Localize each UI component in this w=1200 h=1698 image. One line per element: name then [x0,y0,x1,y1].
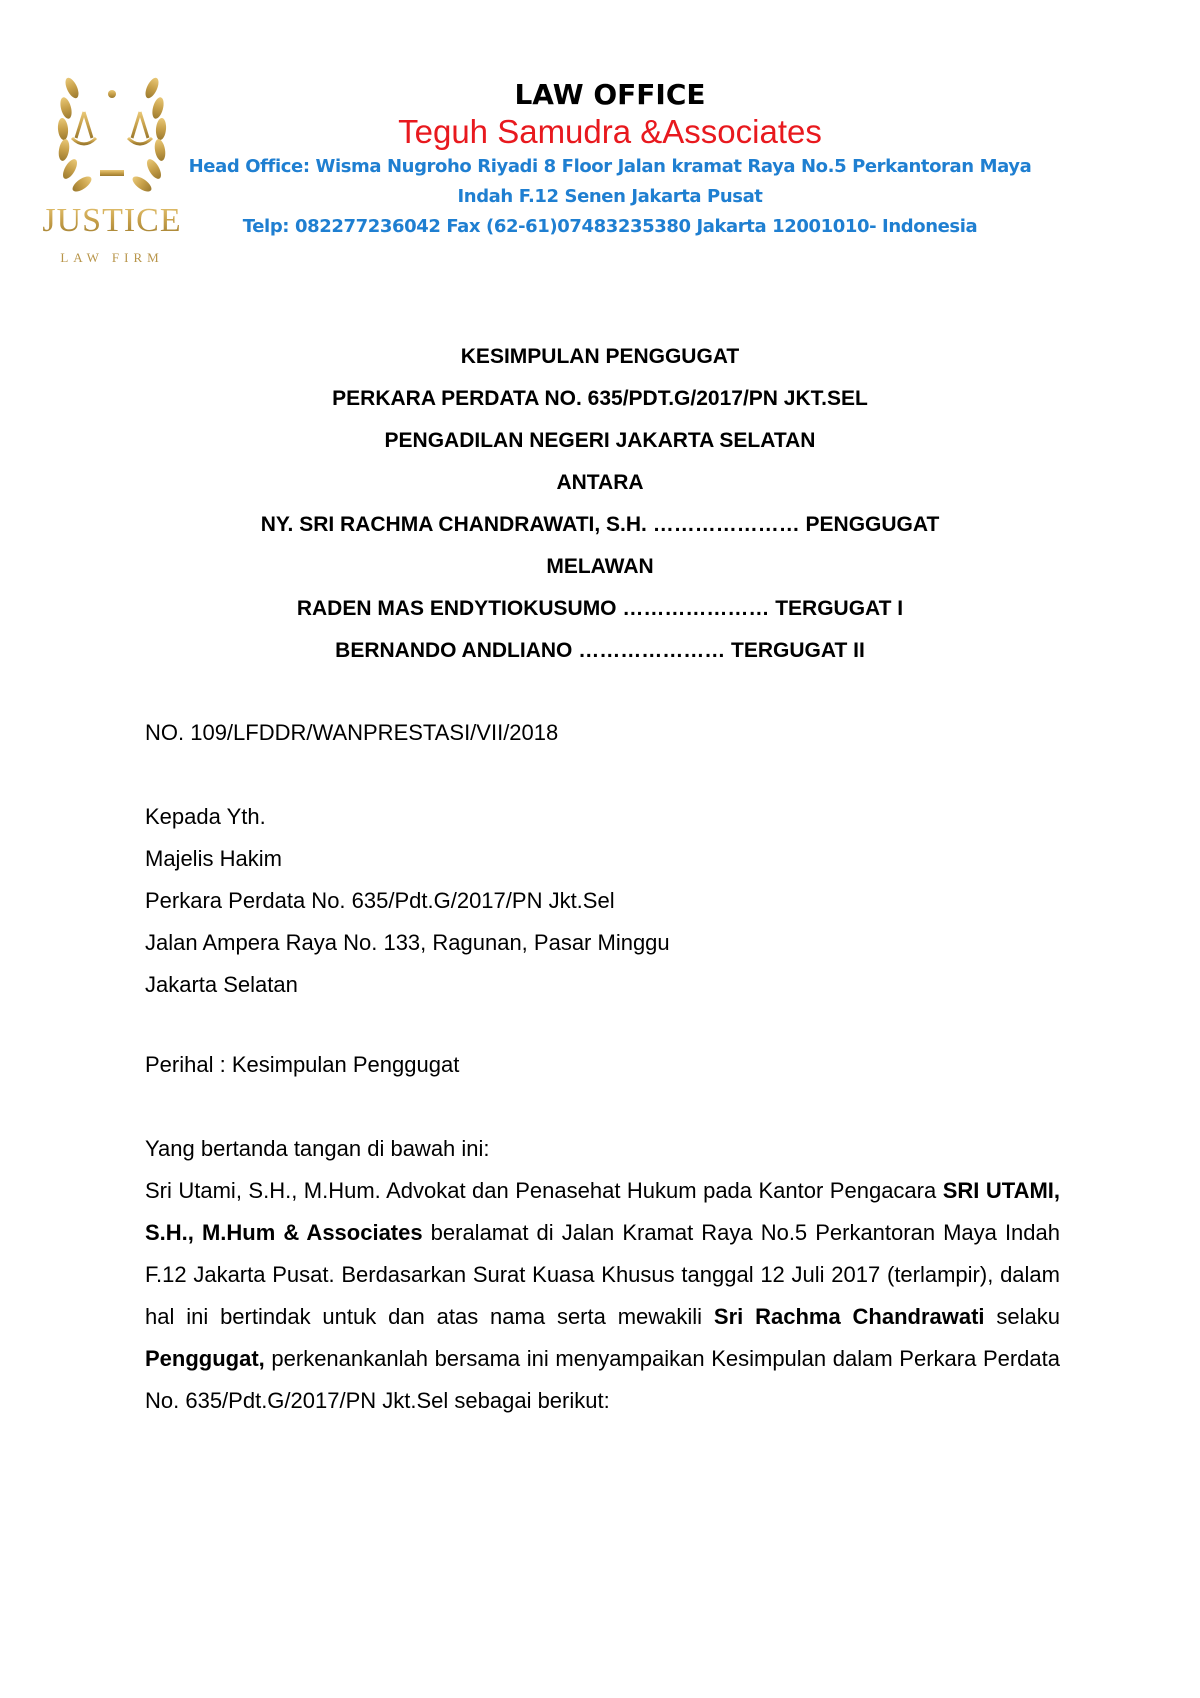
firm-name: Teguh Samudra &Associates [398,113,822,150]
office-title: LAW OFFICE [514,78,706,111]
recipient-block [145,796,1060,1006]
subject-line: Perihal : Kesimpulan Penggugat [145,1052,460,1077]
logo-tagline-text: LAW FIRM [60,250,164,265]
body-section [145,1128,1060,1422]
recipient-line: Kepada Yth. [145,804,266,829]
plaintiff-line: NY. SRI RACHMA CHANDRAWATI, S.H. ………………… PENGGUGAT [260,513,940,536]
reference-number: NO. 109/LFDDR/WANPRESTASI/VII/2018 [145,720,559,745]
recipient-line: Majelis Hakim [145,846,282,871]
defendant-2-line: BERNANDO ANDLIANO ………………… TERGUGAT II [335,639,865,662]
body-paragraph [145,1170,1060,1422]
paragraph-text: Sri Utami, S.H., M.Hum. Advokat dan Penasehat Hukum pada Kantor Pengacara [145,1178,943,1203]
intro-line: Yang bertanda tangan di bawah ini: [145,1136,490,1161]
defendant-1-line: RADEN MAS ENDYTIOKUSUMO ………………… TERGUGAT I [296,597,904,620]
document-title: KESIMPULAN PENGGUGAT [460,345,740,368]
antara-label: ANTARA [556,471,644,494]
letterhead [160,78,1060,242]
court-name: PENGADILAN NEGERI JAKARTA SELATAN [384,429,816,452]
paragraph-text: selaku [984,1304,1060,1329]
client-name-bold: Sri Rachma Chandrawati [713,1304,985,1329]
recipient-line: Perkara Perdata No. 635/Pdt.G/2017/PN Jkt.Sel [145,888,615,913]
address-line: Head Office: Wisma Nugroho Riyadi 8 Floor Jalan kramat Raya No.5 Perkantoran Maya [188,156,1032,177]
case-title-block [100,336,1100,672]
firm-name-bold: SRI UTAMI, S.H., M.Hum & Associates [145,1178,1061,1245]
melawan-label: MELAWAN [546,555,654,578]
recipient-line: Jalan Ampera Raya No. 133, Ragunan, Pasar Minggu [145,930,670,955]
address-line: Indah F.12 Senen Jakarta Pusat [457,186,763,207]
recipient-line: Jakarta Selatan [145,972,298,997]
paragraph-text: perkenankanlah bersama ini menyampaikan Kesimpulan dalam Perkara Perdata No. 635/Pdt.G/2017/PN Jkt.Sel sebagai berikut: [145,1346,1060,1413]
contact-line: Telp: 082277236042 Fax (62-61)07483235380 Jakarta 12001010- Indonesia [242,216,978,237]
case-number: PERKARA PERDATA NO. 635/PDT.G/2017/PN JKT.SEL [332,387,868,410]
role-bold: Penggugat, [145,1346,265,1371]
paragraph-text: beralamat di Jalan Kramat Raya No.5 Perkantoran Maya Indah F.12 Jakarta Pusat. Berdasarkan Surat Kuasa Khusus tanggal 12 Juli 2017 (terlampir), dalam hal ini bertindak untuk dan atas nama serta mewakili [145,1220,1060,1329]
logo-brand-text: JUSTICE [42,202,182,239]
